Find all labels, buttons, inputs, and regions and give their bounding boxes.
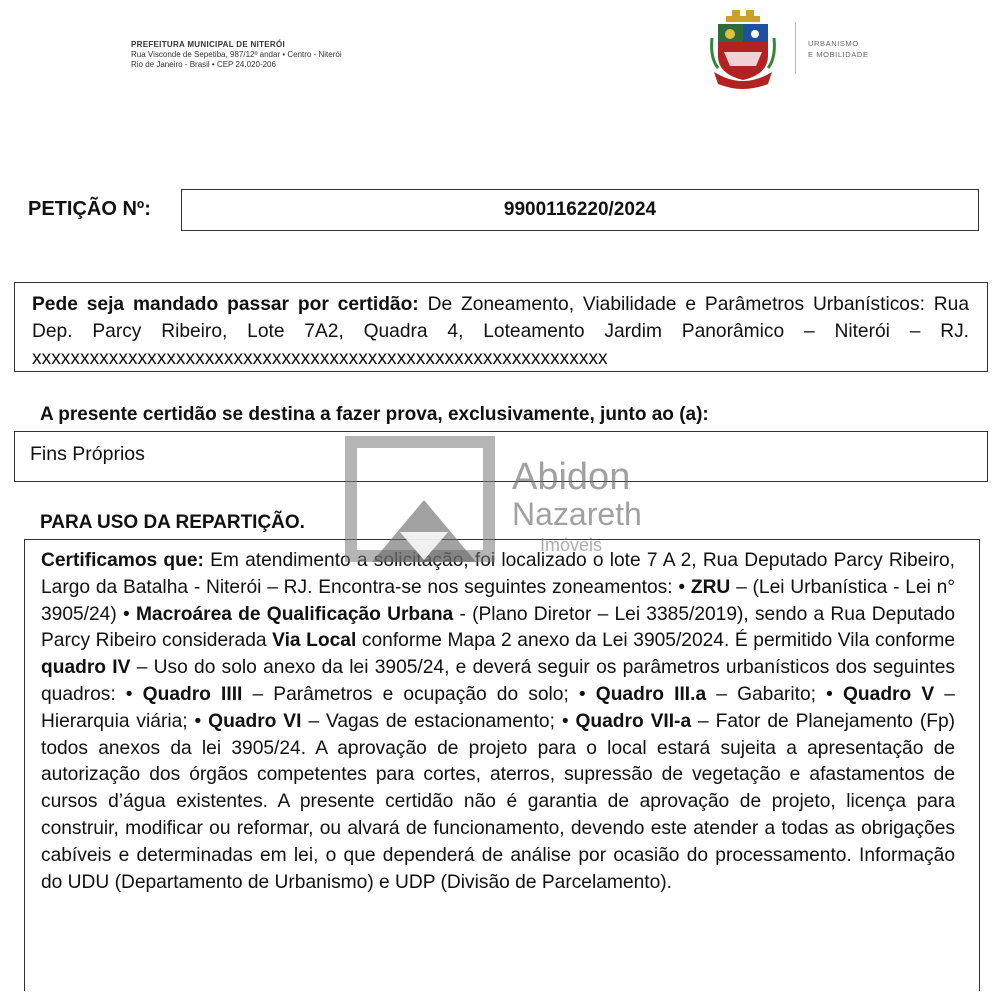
watermark-line-2: Nazareth (512, 496, 642, 532)
office-use-label: PARA USO DA REPARTIÇÃO. (40, 512, 305, 533)
certification-text (24, 539, 980, 991)
petition-label: PETIÇÃO Nº: (28, 198, 151, 220)
cert-bold: Quadro VI (208, 710, 302, 732)
cert-bold: ZRU (690, 576, 731, 598)
institution-name: PREFEITURA MUNICIPAL DE NITERÓI (131, 40, 286, 49)
cert-bold: Quadro IIII (142, 683, 243, 705)
cert-bold: Macroárea de Qualificação Urbana (135, 603, 454, 625)
cert-bold: quadro IV (41, 657, 131, 679)
cert-bold: Via Local (272, 630, 357, 652)
cert-text: – Fator de Planejamento (Fp) todos anexos da lei 3905/24. A aprovação de projeto para o local estará sujeita a apresentação de autorização dos órgãos competentes para cortes, aterros, supressão de vegetação e afastamentos de cursos d’água existentes. A presente certidão não é garantia de aprovação de projeto, licença para construir, modificar ou reformar, ou alvará de funcionamento, devendo este atender a todas as obrigações cabíveis e determinadas em lei, o que dependerá de análise por ocasião do processamento. Informação do UDU (Departamento de Urbanismo) e UDP (Divisão de Parcelamento). (41, 710, 956, 893)
request-box (14, 282, 988, 372)
destination-label: A presente certidão se destina a fazer prova, exclusivamente, junto ao (a): (40, 404, 709, 425)
address-line-1: Rua Visconde de Sepetiba, 987/12º andar • Centro - Niterói (131, 50, 342, 59)
department-name (808, 38, 869, 60)
cert-heading: Certificamos que: (41, 550, 204, 571)
cert-text: – Hierarquia viária; • (41, 683, 955, 732)
request-filler: xxxxxxxxxxxxxxxxxxxxxxxxxxxxxxxxxxxxxxxxxxxxxxxxxxxxxxxxxxxx (32, 348, 608, 369)
dept-line-1: URBANISMO (808, 39, 859, 48)
cert-text: – Gabarito; • (706, 683, 843, 705)
address-line-2: Rio de Janeiro - Brasil • CEP 24.020-206 (131, 60, 276, 69)
cert-bold: Quadro III.a (595, 683, 707, 705)
petition-number: 9900116220/2024 (181, 189, 979, 231)
cert-text: – Uso do solo anexo da lei 3905/24, e deverá seguir os parâmetros urbanísticos dos seguintes quadros: • (41, 657, 955, 705)
watermark-arrow-icon (400, 532, 448, 560)
cert-bold: Quadro V (843, 683, 935, 705)
dept-line-2: E MOBILIDADE (808, 50, 869, 59)
cert-text: – Parâmetros e ocupação do solo; • (242, 683, 596, 705)
watermark-line-1: Abidon (512, 456, 631, 498)
cert-text: – Vagas de estacionamento; • (301, 710, 576, 732)
watermark-line-3: Imóveis (540, 535, 603, 555)
cert-text: Em atendimento a solicitação, foi localizado o lote 7 A 2, Rua Deputado Parcy Ribeiro, Largo da Batalha - Niterói – RJ. Encontra-se nos seguintes zoneamentos: • (41, 550, 955, 598)
request-text: De Zoneamento, Viabilidade e Parâmetros Urbanísticos: Rua Dep. Parcy Ribeiro, Lote 7A2, Quadra 4, Loteamento Jardim Panorâmico – Niterói – RJ. (32, 294, 969, 342)
header-address (131, 40, 342, 70)
cert-text: - (Plano Diretor – Lei 3385/2019), sendo a Rua Deputado Parcy Ribeiro considerada (41, 603, 956, 652)
cert-text: – (Lei Urbanística - Lei n° 3905/24) • (41, 576, 955, 625)
niteroi-coat-of-arms-icon (710, 8, 776, 90)
cert-bold: Quadro VII-a (575, 710, 692, 732)
header-divider (795, 22, 796, 74)
request-heading: Pede seja mandado passar por certidão: (32, 294, 419, 315)
destination-value: Fins Próprios (14, 431, 988, 482)
cert-text: conforme Mapa 2 anexo da Lei 3905/2024. É permitido Vila conforme (356, 630, 955, 652)
